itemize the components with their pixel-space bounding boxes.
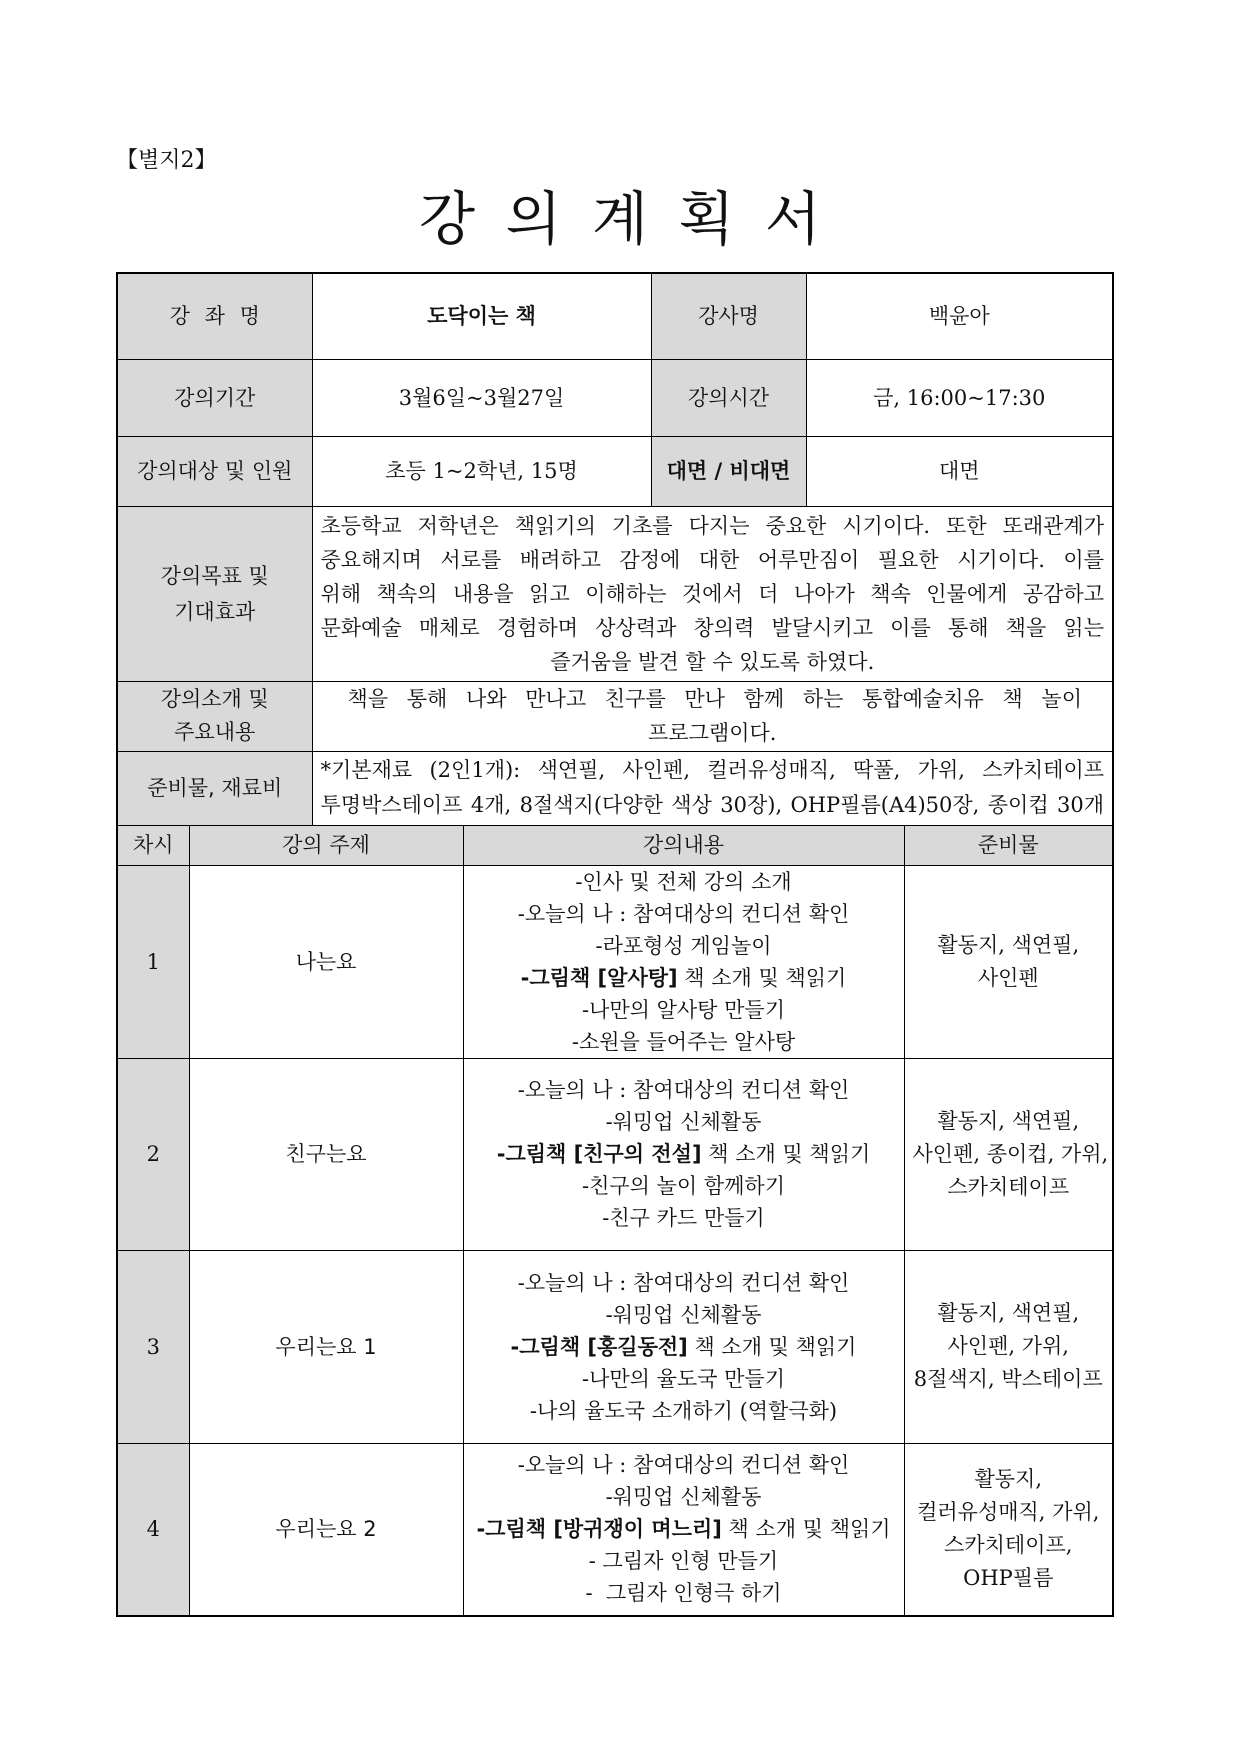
supplies-line: 투명박스테이프 4개, 8절색지(다양한 색상 30장), OHP필름(A4)50장, 종이컵 30개 <box>320 793 1105 817</box>
supplies-row <box>117 751 1113 825</box>
attachment-label: 【별지2】 <box>116 148 217 173</box>
goals-line: 문화예술 매체로 경험하며 상상력과 창의력 발달시키고 이를 통해 책을 읽는 <box>320 615 1105 640</box>
session-row <box>117 1250 1113 1443</box>
materials-line: OHP필름 <box>963 1566 1054 1591</box>
session-content <box>463 1058 904 1250</box>
materials-line: 8절색지, 박스테이프 <box>913 1367 1103 1391</box>
supplies-label: 준비물, 재료비 <box>117 751 312 825</box>
materials-line: 스카치테이프 <box>947 1174 1070 1199</box>
goals-line: 초등학교 저학년은 책읽기의 기초를 다지는 중요한 시기이다. 또한 또래관계가 <box>320 513 1105 538</box>
goals-line: 중요해지며 서로를 배려하고 감정에 대한 어루만짐이 필요한 시기이다. 이를 <box>320 547 1105 572</box>
session-topic: 친구는요 <box>189 1058 463 1250</box>
course-name-value: 도닥이는 책 <box>312 273 651 359</box>
materials-line: 사인펜, 가위, <box>947 1334 1069 1358</box>
materials-line: 활동지, 색연필, <box>937 1108 1080 1133</box>
content-line: -나만의 알사탕 만들기 <box>581 997 786 1022</box>
goals-label-line: 강의목표 및 <box>160 563 269 588</box>
target-row <box>117 436 1113 506</box>
session-topic: 우리는요 1 <box>189 1250 463 1443</box>
content-line: - 그림자 인형 만들기 <box>588 1549 779 1574</box>
content-line: -소원을 들어주는 알사탕 <box>571 1029 796 1054</box>
content-line <box>472 1513 896 1545</box>
goals-label <box>117 506 312 681</box>
intro-text <box>312 681 1113 751</box>
session-header: 차시 <box>117 825 189 865</box>
session-number: 3 <box>117 1250 189 1443</box>
materials-line: 활동지, 색연필, <box>937 932 1080 957</box>
session-row <box>117 1058 1113 1250</box>
period-label: 강의기간 <box>117 359 312 436</box>
schedule-header-row <box>117 825 1113 865</box>
content-line: -친구 카드 만들기 <box>602 1206 765 1230</box>
session-content <box>463 1250 904 1443</box>
session-row <box>117 1443 1113 1616</box>
target-value: 초등 1~2학년, 15명 <box>312 436 651 506</box>
materials-line: 스카치테이프, <box>944 1533 1073 1558</box>
content-line: -오늘의 나 : 참여대상의 컨디션 확인 <box>517 901 850 926</box>
picture-book-title: -그림책 [알사탕] <box>520 965 678 990</box>
session-materials <box>904 1443 1113 1616</box>
intro-label <box>117 681 312 751</box>
supplies-line: *기본재료 (2인1개): 색연필, 사인펜, 컬러유성매직, 딱풀, 가위, 스카치테이프 <box>320 758 1105 782</box>
content-line: -인사 및 전체 강의 소개 <box>575 869 792 894</box>
document-title: 강 의 계 획 서 <box>419 185 827 253</box>
mode-label: 대면 / 비대면 <box>651 436 806 506</box>
supplies-text <box>312 751 1113 825</box>
content-line: -라포형성 게임놀이 <box>595 933 772 958</box>
materials-line: 활동지, 색연필, <box>937 1301 1080 1325</box>
goals-text <box>312 506 1113 681</box>
content-line-text: 책 소개 및 책읽기 <box>701 1142 871 1166</box>
materials-header: 준비물 <box>904 825 1113 865</box>
course-name-row <box>117 273 1113 359</box>
materials-line: 활동지, <box>974 1467 1043 1492</box>
content-line <box>472 1138 896 1170</box>
session-content <box>463 1443 904 1616</box>
goals-line: 즐거움을 발견 할 수 있도록 하였다. <box>550 649 875 674</box>
session-number: 4 <box>117 1443 189 1616</box>
intro-line: 책을 통해 나와 만나고 친구를 만나 함께 하는 통합예술치유 책 놀이 <box>347 687 1083 711</box>
content-line: -오늘의 나 : 참여대상의 컨디션 확인 <box>517 1453 850 1478</box>
materials-line: 컬러유성매직, 가위, <box>917 1500 1100 1525</box>
lecture-plan-table <box>116 272 1114 1617</box>
mode-value: 대면 <box>806 436 1113 506</box>
course-name-label: 강 좌 명 <box>117 273 312 359</box>
content-line-text: 책 소개 및 책읽기 <box>677 965 847 990</box>
time-value: 금, 16:00~17:30 <box>806 359 1113 436</box>
picture-book-title: -그림책 [홍길동전] <box>510 1334 688 1359</box>
goals-line: 위해 책속의 내용을 읽고 이해하는 것에서 더 나아가 책속 인물에게 공감하고 <box>320 581 1105 606</box>
session-row <box>117 865 1113 1058</box>
session-number: 1 <box>117 865 189 1058</box>
content-line-text: 책 소개 및 책읽기 <box>687 1334 857 1359</box>
session-materials <box>904 1058 1113 1250</box>
content-line: -오늘의 나 : 참여대상의 컨디션 확인 <box>517 1078 850 1102</box>
picture-book-title: -그림책 [친구의 전설] <box>496 1142 702 1166</box>
content-line: -워밍업 신체활동 <box>605 1110 762 1134</box>
period-row <box>117 359 1113 436</box>
intro-label-line: 강의소개 및 <box>160 687 269 711</box>
session-number: 2 <box>117 1058 189 1250</box>
content-line-text: 책 소개 및 책읽기 <box>721 1517 891 1542</box>
session-topic: 나는요 <box>189 865 463 1058</box>
content-line: -친구의 놀이 함께하기 <box>581 1174 786 1198</box>
target-label: 강의대상 및 인원 <box>117 436 312 506</box>
materials-line: 사인펜 <box>977 965 1039 990</box>
instructor-value: 백윤아 <box>806 273 1113 359</box>
session-content <box>463 865 904 1058</box>
topic-header: 강의 주제 <box>189 825 463 865</box>
content-line <box>472 962 896 994</box>
period-value: 3월6일~3월27일 <box>312 359 651 436</box>
picture-book-title: -그림책 [방귀쟁이 며느리] <box>476 1517 722 1542</box>
goals-row <box>117 506 1113 681</box>
instructor-label: 강사명 <box>651 273 806 359</box>
content-line: -나만의 율도국 만들기 <box>581 1366 786 1391</box>
content-line: -워밍업 신체활동 <box>605 1302 762 1327</box>
content-line: -나의 율도국 소개하기 (역할극화) <box>529 1398 838 1423</box>
intro-row <box>117 681 1113 751</box>
content-header: 강의내용 <box>463 825 904 865</box>
goals-label-line: 기대효과 <box>174 599 256 624</box>
time-label: 강의시간 <box>651 359 806 436</box>
content-line <box>472 1331 896 1363</box>
intro-label-line: 주요내용 <box>174 720 256 744</box>
intro-line: 프로그램이다. <box>648 721 777 745</box>
session-topic: 우리는요 2 <box>189 1443 463 1616</box>
content-line: -오늘의 나 : 참여대상의 컨디션 확인 <box>517 1270 850 1295</box>
session-materials <box>904 865 1113 1058</box>
content-line: - 그림자 인형극 하기 <box>585 1581 782 1606</box>
materials-line: 사인펜, 종이컵, 가위, <box>912 1141 1109 1166</box>
content-line: -워밍업 신체활동 <box>605 1485 762 1510</box>
session-materials <box>904 1250 1113 1443</box>
